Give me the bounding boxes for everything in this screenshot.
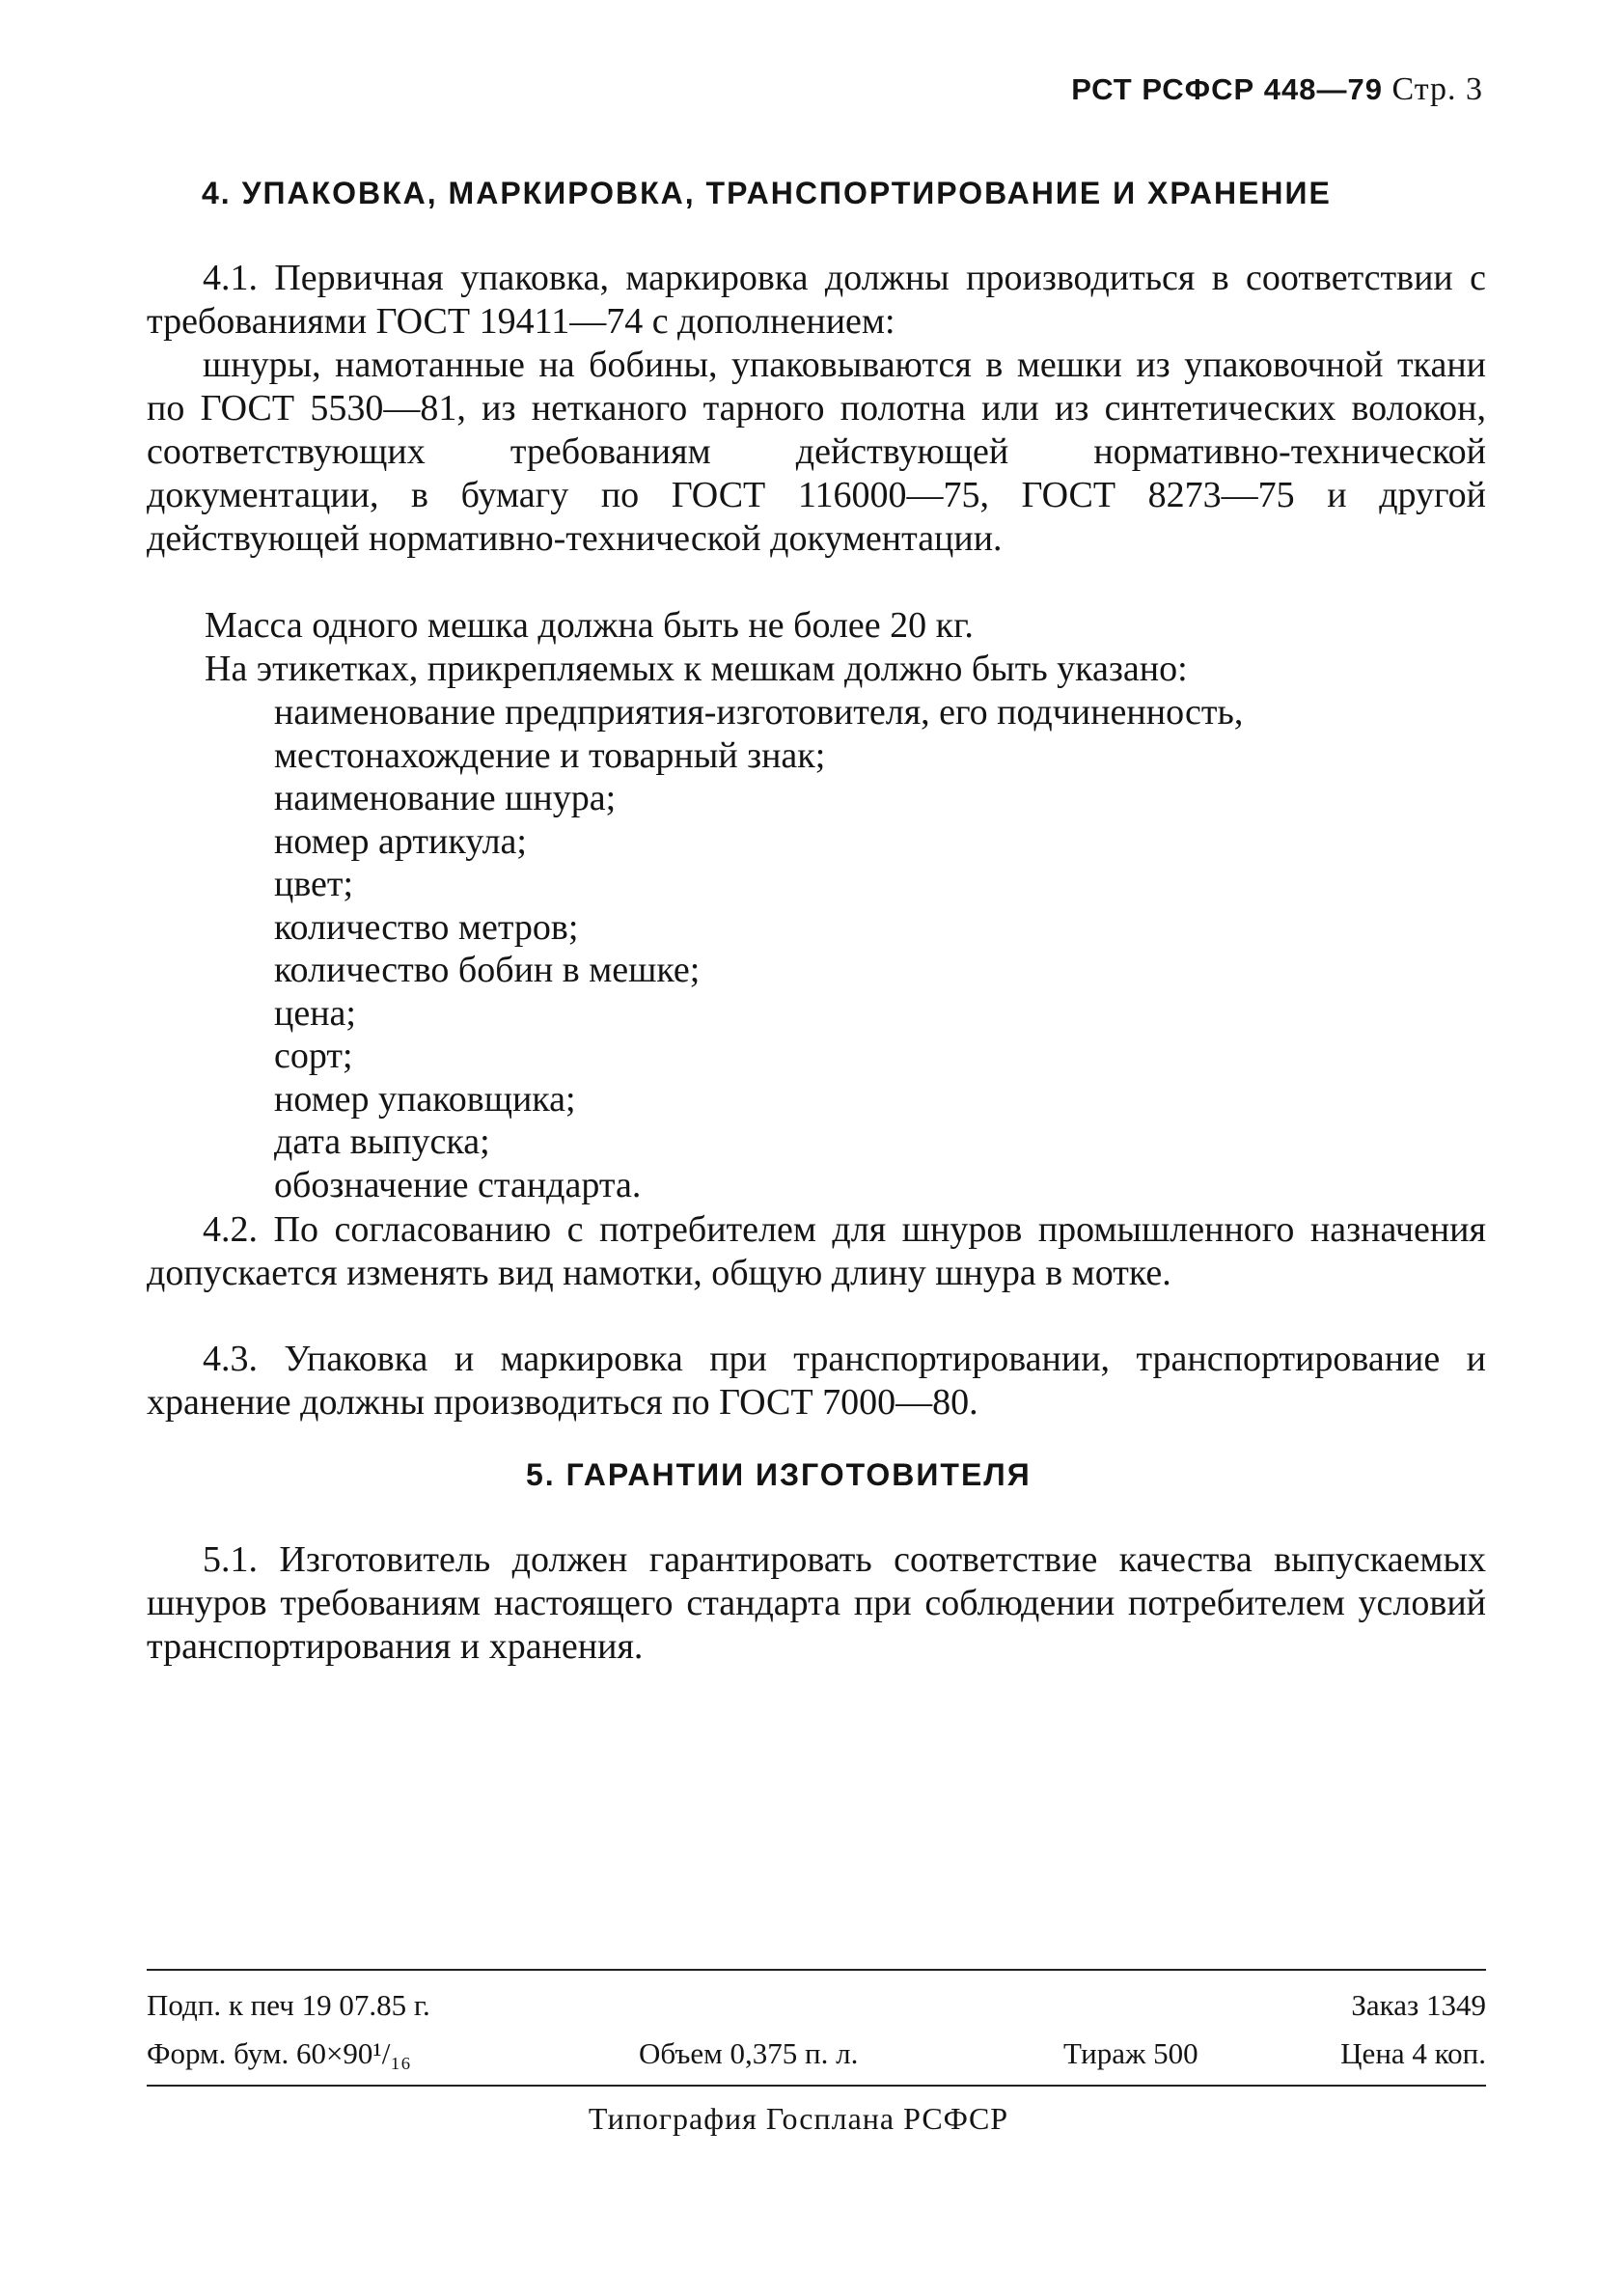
imprint-circulation: Тираж 500: [1063, 2036, 1198, 2070]
imprint-top-rule: [147, 1969, 1486, 1971]
paragraph-4-1-labels: На этикетках, прикрепляемых к мешкам должно быть указано:: [205, 649, 1188, 689]
list-item: наименование предприятия-изготовителя, его подчиненность,: [274, 692, 1244, 733]
section-5-title: 5. ГАРАНТИИ ИЗГОТОВИТЕЛЯ: [526, 1457, 1032, 1492]
list-item: дата выпуска;: [274, 1121, 490, 1162]
section-4-title: 4. УПАКОВКА, МАРКИРОВКА, ТРАНСПОРТИРОВАНИЕ И ХРАНЕНИЕ: [202, 176, 1332, 210]
list-item: количество бобин в мешке;: [274, 950, 701, 990]
imprint-bottom-rule: [147, 2085, 1486, 2087]
paragraph-4-1-bag-mass: Масса одного мешка должна быть не более 20 кг.: [205, 605, 974, 646]
list-item: обозначение стандарта.: [274, 1164, 642, 1205]
imprint-order-number: Заказ 1349: [1351, 1988, 1486, 2022]
list-item: наименование шнура;: [274, 778, 617, 818]
list-item: номер артикула;: [274, 820, 527, 862]
paragraph-4-1: 4.1. Первичная упаковка, маркировка должны производиться в соответствии с требованиями ГОСТ 19411—74 с дополнением:: [147, 258, 1486, 342]
label-requirements-list: [274, 691, 1243, 1206]
running-header: [1071, 71, 1483, 108]
paragraph-4-3: 4.3. Упаковка и маркировка при транспортировании, транспортирование и хранение должны производиться по ГОСТ 7000—80.: [147, 1339, 1486, 1423]
printer-name: Типография Госплана РСФСР: [588, 2101, 1009, 2136]
imprint-signed-date: Подп. к печ 19 07.85 г.: [147, 1988, 430, 2022]
imprint-paper-format: Форм. бум. 60×90¹/₁₆: [147, 2036, 411, 2070]
list-item: цвет;: [274, 864, 354, 904]
list-item: сорт;: [274, 1036, 353, 1076]
list-item: количество метров;: [274, 906, 579, 948]
paragraph-4-2: 4.2. По согласованию с потребителем для шнуров промышленного назначения допускается изменять вид намотки, общую длину шнура в мотке.: [147, 1209, 1486, 1293]
page-number: Стр. 3: [1391, 71, 1483, 107]
standard-number: РСТ РСФСР 448—79: [1071, 72, 1383, 106]
list-item: цена;: [274, 992, 356, 1034]
list-item: местонахождение и товарный знак;: [274, 734, 826, 776]
paragraph-4-1-packing: шнуры, намотанные на бобины, упаковываются в мешки из упаковочной ткани по ГОСТ 5530—81, из нетканого тарного полотна или из синтетических волокон, соответствующих требованиям действующей нормативно-технической документации, в бумагу по ГОСТ 116000—75, ГОСТ 8273—75 и другой действующей нормативно-технической документации.: [147, 345, 1486, 559]
list-item: номер упаковщика;: [274, 1078, 576, 1120]
paragraph-5-1: 5.1. Изготовитель должен гарантировать соответствие качества выпускаемых шнуров требованиям настоящего стандарта при соблюдении потребителем условий транспортирования и хранения.: [147, 1539, 1486, 1667]
imprint-volume: Объем 0,375 п. л.: [639, 2036, 859, 2070]
imprint-price: Цена 4 коп.: [1340, 2036, 1486, 2070]
